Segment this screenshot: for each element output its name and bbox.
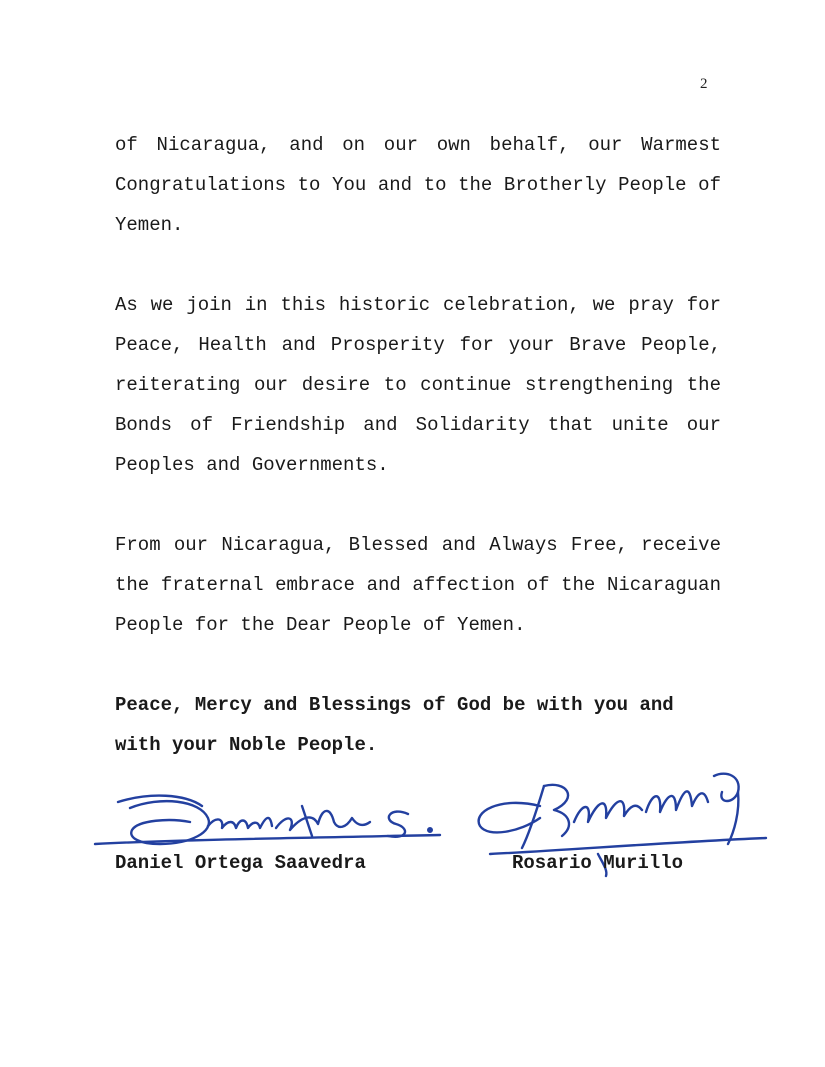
page-number: 2: [700, 76, 708, 92]
paragraph-congratulations: of Nicaragua, and on our own behalf, our Warmest Congratulations to You and to the Brotherly People of Yemen.: [115, 134, 721, 236]
signatory-name-rosario-murillo: Rosario Murillo: [512, 852, 684, 874]
signatory-name-daniel-ortega: Daniel Ortega Saavedra: [115, 852, 366, 874]
signature-daniel-ortega: [90, 788, 450, 858]
paragraph-blessing: Peace, Mercy and Blessings of God be with you and with your Noble People.: [115, 694, 674, 756]
paragraph-celebration: As we join in this historic celebration, we pray for Peace, Health and Prosperity for your Brave People, reiterating our desire to continue strengthening the Bonds of Friendship and Solidarity that unite our Peoples and Governments.: [115, 294, 721, 476]
paragraph-fraternal-embrace: From our Nicaragua, Blessed and Always Free, receive the fraternal embrace and affection of the Nicaraguan People for the Dear People of Yemen.: [115, 534, 721, 636]
